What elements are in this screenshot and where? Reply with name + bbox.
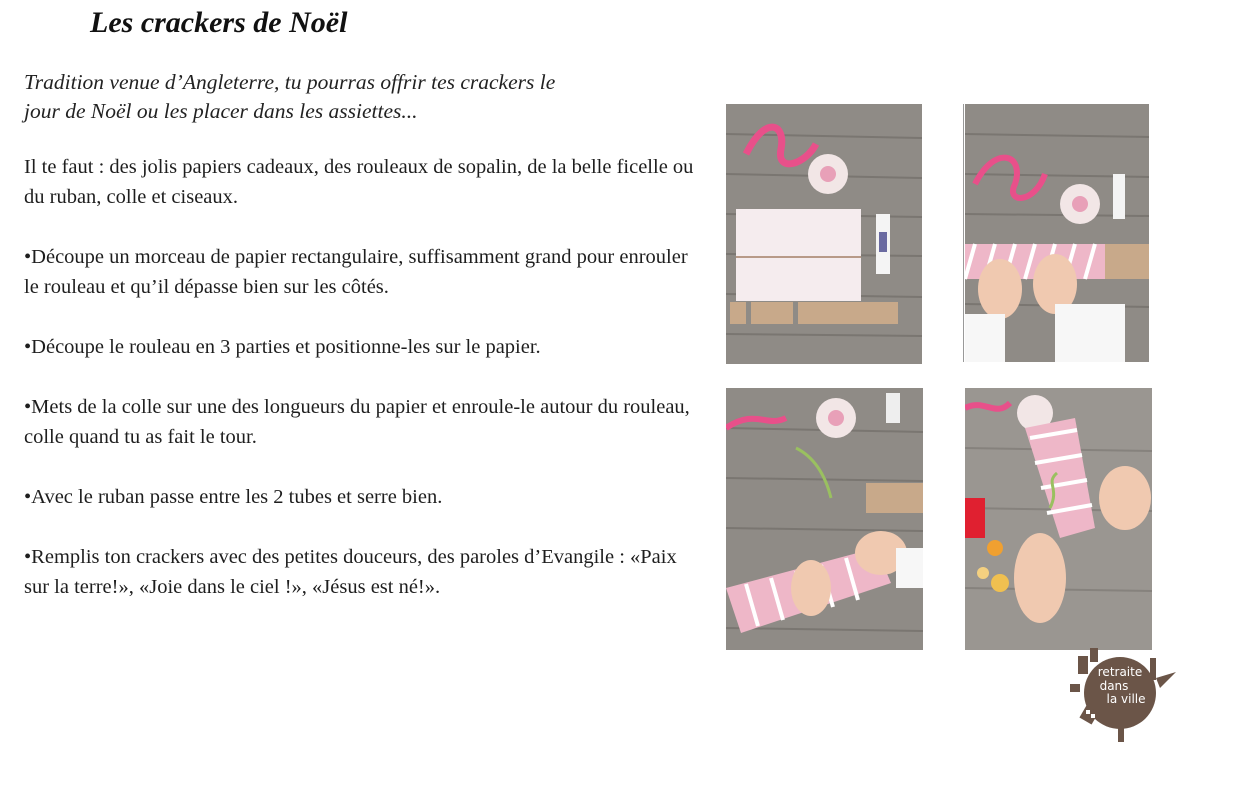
logo-line-1: retraite	[1097, 665, 1143, 679]
photo-rolling	[965, 104, 1149, 362]
page-title: Les crackers de Noël	[90, 6, 348, 39]
photo-filling	[965, 388, 1152, 650]
materials-text: Il te faut : des jolis papiers cadeaux, des rouleaux de sopalin, de la belle ficelle ou du ruban, colle et ciseaux.	[24, 156, 694, 208]
retraite-dans-la-ville-logo	[1070, 648, 1178, 744]
intro-line-1: Tradition venue d’Angleterre, tu pourras offrir tes crackers le	[24, 70, 556, 94]
instructions	[24, 152, 694, 632]
photo-divider	[963, 104, 964, 362]
step-3: •Mets de la colle sur une des longueurs du papier et enroule-le autour du rouleau, colle quand tu as fait le tour.	[24, 396, 690, 448]
step-2: •Découpe le rouleau en 3 parties et positionne-les sur le papier.	[24, 336, 541, 358]
photo-tying	[726, 388, 923, 650]
intro-line-2: jour de Noël ou les placer dans les assiettes...	[24, 99, 418, 123]
intro-text	[24, 68, 684, 126]
logo-line-3: la ville	[1106, 692, 1146, 706]
photo-materials	[726, 104, 922, 364]
step-1: •Découpe un morceau de papier rectangulaire, suffisamment grand pour enrouler le rouleau et qu’il dépasse bien sur les côtés.	[24, 246, 688, 298]
logo-line-2: dans	[1099, 679, 1129, 693]
step-4: •Avec le ruban passe entre les 2 tubes et serre bien.	[24, 486, 443, 508]
step-5: •Remplis ton crackers avec des petites douceurs, des paroles d’Evangile : «Paix sur la terre!», «Joie dans le ciel !», «Jésus est né!».	[24, 546, 677, 598]
